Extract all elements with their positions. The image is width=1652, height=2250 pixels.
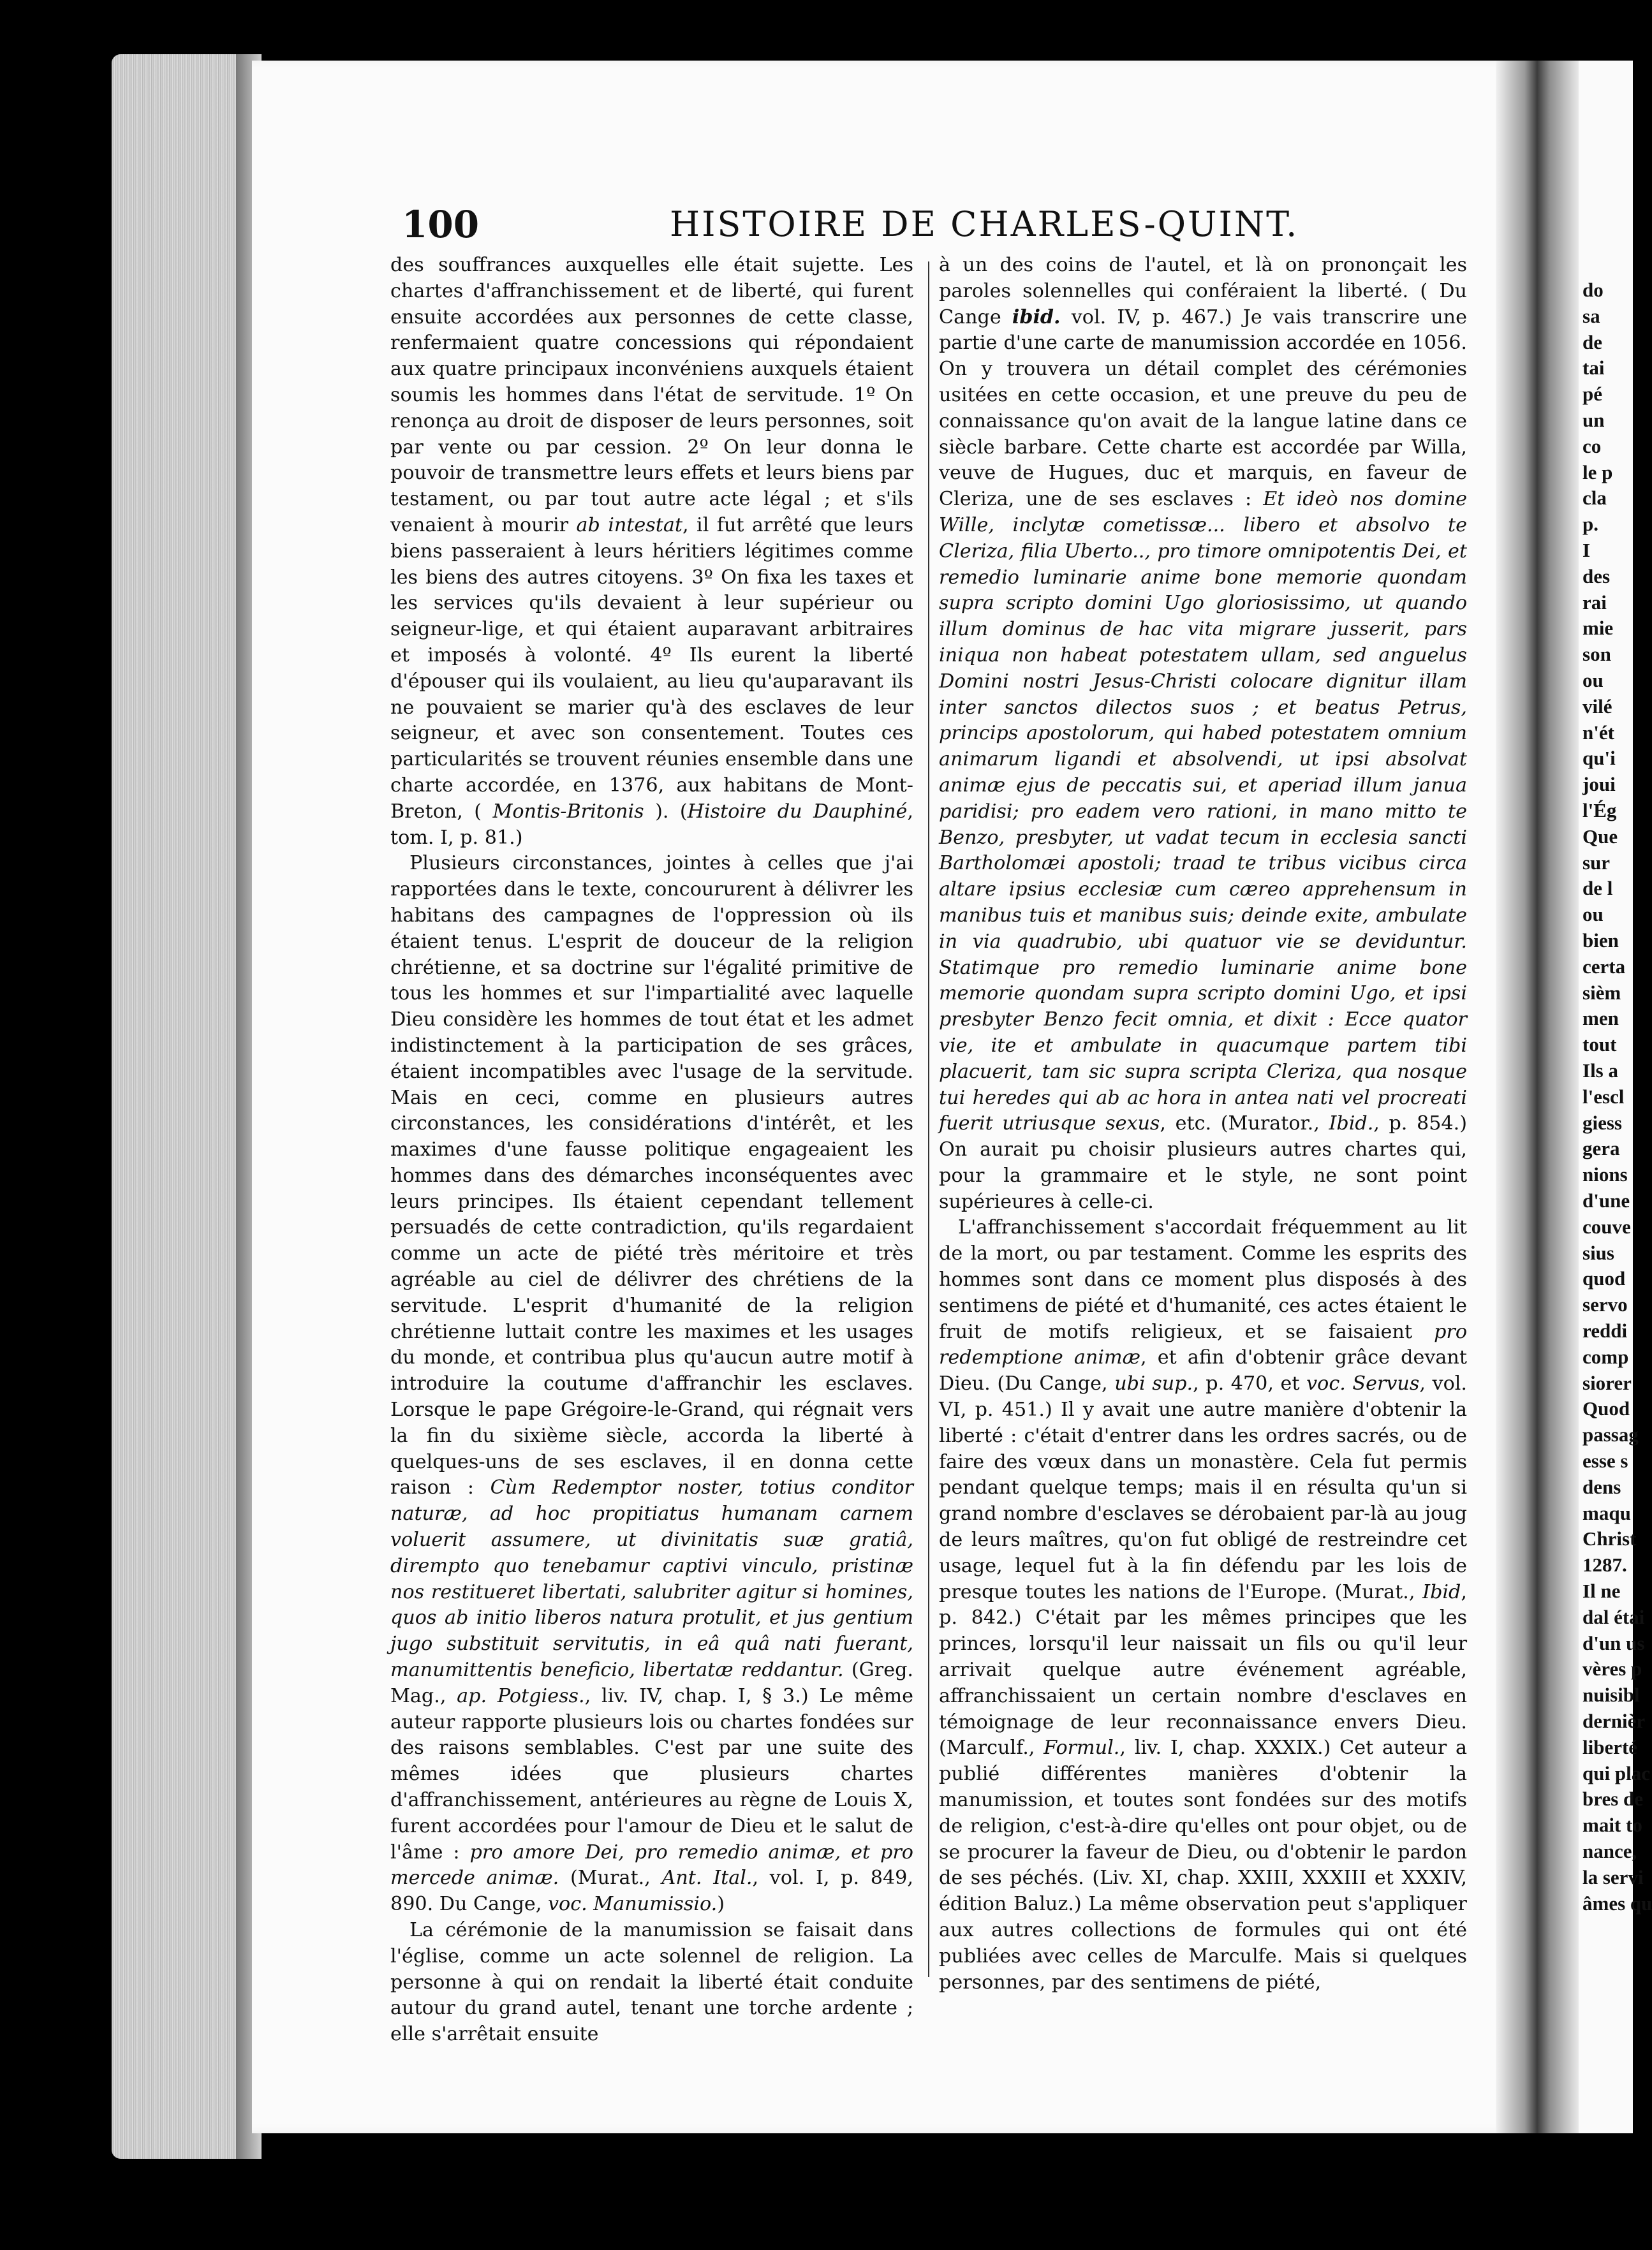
facing-page-line: bien [1582, 929, 1619, 952]
facing-page-line: nions [1582, 1163, 1628, 1186]
facing-page-line: co [1582, 434, 1602, 457]
facing-page-line: le p [1582, 460, 1613, 483]
facing-page-line: l'Ég [1582, 799, 1617, 821]
italic-run: pro redemptione animæ [939, 1320, 1467, 1369]
facing-page-line: tout [1582, 1033, 1617, 1056]
facing-page-line: tai [1582, 357, 1605, 379]
facing-page-line: gera [1582, 1137, 1620, 1160]
facing-page-line: couve [1582, 1215, 1631, 1238]
italic-run: ibid. [1012, 305, 1061, 328]
facing-page-line: rai [1582, 591, 1607, 614]
right-paragraph-1 [939, 253, 1467, 1215]
book-page-edges [112, 54, 249, 2159]
page-number: 100 [402, 203, 480, 246]
page-header [402, 203, 1299, 247]
italic-run: ab intestat [576, 513, 683, 536]
italic-run: Formul. [1044, 1737, 1120, 1760]
facing-page-line: vilé [1582, 695, 1612, 717]
right-column [939, 253, 1467, 1996]
facing-page-line: do [1582, 279, 1604, 301]
facing-page-line: dernièr [1582, 1710, 1646, 1732]
running-title: HISTOIRE DE CHARLES-QUINT. [670, 204, 1299, 244]
text-run: , p. 470, et [1193, 1372, 1307, 1395]
italic-run: Ibid [1422, 1580, 1461, 1603]
facing-page-line: de l [1582, 877, 1613, 900]
text-run: , il fut arrêté que leurs biens passeraient à leurs héritiers légitimes comme les biens des autres citoyens. 3º On fixa les taxes et les services qu'ils devaient à leur supérieur ou seigneur-lige, et qui étaient auparavant arbitraires et imposés à volonté. 4º Ils eurent la liberté d'épouser qui ils voulaient, au lieu qu'auparavant ils ne pouvaient se marier qu'à des esclaves de leur seigneur, et avec son consentement. Toutes ces particularités se trouvent réunies ensemble dans une charte accordée, en 1376, aux habitans de Mont-Breton, ( [390, 513, 913, 823]
facing-page-line: liberté [1582, 1735, 1638, 1758]
facing-page-line: sius [1582, 1241, 1614, 1264]
text-run: à un des coins de l'autel, et là on prononçait les paroles solennelles qui conféraient la liberté. ( Du Cange [939, 254, 1467, 328]
text-run: , liv. IV, chap. I, § 3.) Le même auteur rapporte plusieurs lois ou chartes fondées sur des raisons semblables. C'est par une suite des mêmes idées que plusieurs chartes d'affranchissement, antérieures au règne de Louis X, furent accordées pour l'amour de Dieu et le salut de l'âme : [390, 1684, 913, 1864]
facing-page-line: d'un us [1582, 1631, 1645, 1654]
facing-page-line: de [1582, 330, 1602, 353]
facing-page-line: certa [1582, 955, 1626, 978]
text-run: , vol. VI, p. 451.) Il y avait une autre manière d'obtenir la liberté : c'était d'entrer dans les ordres sacrés, ou de faire des vœux dans un monastère. Cela fut permis pendant quelque temps; mais il en résulta qu'un si grand nombre d'esclaves se dérobaient par-là au joug de leurs maîtres, qu'on fut obligé de restreindre cet usage, lequel fut à la fin défendu par les lois de presque toutes les nations de l'Europe. (Murat., [939, 1372, 1468, 1603]
facing-page-line: son [1582, 643, 1611, 666]
facing-page-line: passag [1582, 1423, 1639, 1446]
text-run: (Murat., [559, 1867, 662, 1890]
italic-run: Ant. Ital. [661, 1867, 753, 1890]
text-run: ) [717, 1893, 725, 1916]
text-run: (Greg. Mag., [390, 1659, 913, 1707]
facing-page-line: n'ét [1582, 721, 1614, 744]
facing-page-line: âmes qu [1582, 1892, 1652, 1915]
facing-page-line: servo [1582, 1293, 1628, 1316]
book-gutter [1496, 61, 1579, 2133]
italic-run: ap. Potgiess. [457, 1684, 585, 1707]
facing-page-line: mait to [1582, 1814, 1642, 1837]
text-run: L'affranchissement s'accordait fréquemment au lit de la mort, ou par testament. Comme les esprits des hommes sont dans ce moment plus disposés à des sentimens de piété et d'humanité, ces actes étaient le fruit de motifs religieux, et se faisaient [939, 1216, 1467, 1343]
facing-page-line: pé [1582, 383, 1602, 406]
italic-run: Et ideò nos domine Wille, inclytæ cometissæ... libero et absolvo te Cleriza, filia Uberto.., pro timore omnipotentis Dei, et remedio luminarie anime bone memorie quondam supra scripto domini Ugo gloriosissimo, ut quando illum dominus de hac vita migrare jusserit, pars iniqua non habeat potestatem ullam, sed anguelus Domini nostri Jesus-Christi colocare dignitur illam inter sanctos dilectos suos ; et beatus Petrus, princips apostolorum, qui habed potestatem omnium animarum ligandi et absolvendi, ut ipsi absolvat animæ ejus de peccatis sui, et aperiad illum janua paridisi; pro eadem vero rationi, in mano mitto te Benzo, presbyter, ut vadat tecum in ecclesia sancti Bartholomæi apostoli; traad te tribus vicibus circa altare ipsius ecclesiæ cum cæreo apprehensum in manibus tuis et manibus suis; deinde exite, ambulate in via quadrubio, ubi quatuor vie se deviduntur. Statimque pro remedio luminarie anime bone memorie quondam supra scripto domini Ugo, et ipsi presbyter Benzo fecit omnia, et dixit : Ecce quator vie, ite et ambulate in quacumque partem tibi placuerit, tam sic supra scripta Cleriza, qua nosque tui heredes qui ab ac hora in antea nati vel procreati fuerit utriusque sexus [939, 488, 1468, 1135]
facing-page-fragment [1579, 61, 1652, 2133]
facing-page-line: Ils a [1582, 1059, 1618, 1082]
facing-page-line: ou [1582, 903, 1604, 926]
facing-page-line: men [1582, 1007, 1619, 1030]
facing-page-line: cla [1582, 487, 1607, 510]
text-run: vol. IV, p. 467.) Je vais transcrire une partie d'une carte de manumission accordée en 1056. On y trouvera un détail complet des cérémonies usitées en cette occasion, et une preuve du peu de connaissance qu'on avait de la langue latine dans ce siècle barbare. Cette charte est accordée par Willa, veuve de Hugues, duc et marquis, en faveur de Cleriza, une de ses esclaves : [939, 305, 1467, 511]
facing-page-line: 1287. [1582, 1554, 1627, 1577]
right-paragraph-2 [939, 1215, 1467, 1996]
facing-page-line: siorer [1582, 1371, 1632, 1394]
italic-run: voc. Servus [1306, 1372, 1420, 1395]
facing-page-line: qu'i [1582, 747, 1616, 770]
text-run: , et afin d'obtenir grâce devant Dieu. (Du Cange, [939, 1346, 1467, 1395]
italic-run: Ibid. [1329, 1112, 1374, 1135]
facing-page-line: ou [1582, 669, 1604, 691]
left-column [390, 253, 913, 2048]
facing-page-line: sur [1582, 851, 1611, 874]
facing-page-line: giess [1582, 1111, 1622, 1134]
facing-page-line: dal étai [1582, 1605, 1645, 1628]
text-run: ). ( [644, 800, 688, 823]
italic-run: Montis-Britonis [492, 800, 644, 823]
italic-run: Cùm Redemptor noster, totius conditor naturæ, ad hoc propitiatus humanam carnem voluerit assumere, ut divinitatis suæ gratiâ, dirempto quo tenebamur captivi vinculo, pristinæ nos restitueret libertati, salubriter agitur si homines, quos ab initio liberos natura protulit, et jus gentium jugo substituit servitutis, in eâ quâ nati fuerant, manumittentis beneficio, libertatæ reddantur. [390, 1476, 913, 1682]
facing-page-line: joui [1582, 773, 1616, 796]
facing-page-line: maqu [1582, 1501, 1631, 1524]
facing-page-line: mie [1582, 617, 1614, 640]
facing-page-line: comp [1582, 1345, 1629, 1368]
facing-page-line: un [1582, 409, 1605, 431]
text-run: , p. 842.) C'était par les mêmes principes que les princes, lorsqu'il leur naissait un fils ou qu'il leur arrivait quelque autre événement agréable, affranchissaient un certain nombre d'esclaves en témoignage de leur reconnaissance envers Dieu. (Marculf., [939, 1580, 1467, 1760]
facing-page-line: Quod [1582, 1397, 1630, 1420]
facing-page-line: p. [1582, 513, 1598, 536]
facing-page-line: I [1582, 539, 1591, 561]
facing-page-line: quod [1582, 1267, 1626, 1290]
facing-page-line: vères p [1582, 1658, 1642, 1680]
text-run: , vol. I, p. 849, 890. Du Cange, [390, 1867, 913, 1916]
facing-page-line: la servi [1582, 1865, 1644, 1888]
text-run: , etc. (Murator., [1160, 1112, 1329, 1135]
facing-page-line: sa [1582, 304, 1600, 327]
facing-page-line: dens [1582, 1475, 1621, 1498]
left-paragraph-2 [390, 851, 913, 1918]
italic-run: pro amore Dei, pro remedio animæ, et pro mercede animæ. [390, 1841, 913, 1890]
facing-page-line: nuisibl [1582, 1684, 1640, 1707]
facing-page-line: bres de [1582, 1788, 1644, 1811]
italic-run: ubi sup. [1114, 1372, 1193, 1395]
facing-page-line: qui plac [1582, 1761, 1650, 1784]
italic-run: voc. Manumissio. [547, 1893, 718, 1916]
facing-page-line: Que [1582, 825, 1618, 848]
text-run: Plusieurs circonstances, jointes à celles que j'ai rapportées dans le texte, concoururent à délivrer les habitans des campagnes de l'oppression où ils étaient tenus. L'esprit de douceur de la religion chrétienne, et sa doctrine sur l'égalité primitive de tous les hommes et sur l'impartialité avec laquelle Dieu considère les hommes de tout état et les admet indistinctement à la participation de ses grâces, étaient incompatibles avec l'usage de la servitude. Mais en ceci, comme en plusieurs autres circonstances, les considérations d'intérêt, et les maximes d'une fausse politique engageaient les hommes dans des démarches inconséquentes avec leurs principes. Ils étaient cependant tellement persuadés de cette contradiction, qu'ils regardaient comme un acte de piété très méritoire et très agréable au ciel de délivrer des chrétiens de la servitude. L'esprit d'humanité de la religion chrétienne luttait contre les maximes et les usages du monde, et contribua plus qu'aucun autre motif à introduire la coutume d'affranchir les esclaves. Lorsque le pape Grégoire-le-Grand, qui régnait vers la fin du sixième siècle, accorda la liberté à quelques-uns de ses esclaves, il en donna cette raison : [390, 852, 913, 1499]
facing-page-line: sièm [1582, 981, 1621, 1004]
italic-run: Histoire du Dauphiné [687, 800, 908, 823]
facing-page-line: d'une [1582, 1189, 1630, 1212]
left-paragraph-3 [390, 1918, 913, 2048]
text-run: La cérémonie de la manumission se faisait dans l'église, comme un acte solennel de religion. La personne à qui on rendait la liberté était conduite autour du grand autel, tenant une torche ardente ; elle s'arrêtait ensuite [390, 1919, 913, 2046]
facing-page-line: reddi [1582, 1320, 1628, 1342]
facing-page-line: l'escl [1582, 1085, 1625, 1108]
left-paragraph-1 [390, 253, 913, 851]
facing-page-line: des [1582, 564, 1611, 587]
facing-page-line: nance, [1582, 1840, 1637, 1862]
text-run: des souffrances auxquelles elle était sujette. Les chartes d'affranchissement et de liberté, qui furent ensuite accordées aux personnes de cette classe, renfermaient quatre concessions qui répondaient aux quatre principaux inconvéniens auxquels étaient soumis les hommes dans l'état de servitude. 1º On renonça au droit de disposer de leurs personnes, soit par vente ou par cession. 2º On leur donna le pouvoir de transmettre leurs effets et leurs biens par testament, ou par tout autre acte légal ; et s'ils venaient à mourir [390, 254, 913, 536]
text-run: , liv. I, chap. XXXIX.) Cet auteur a publié différentes manières d'obtenir la manumission, et toutes sont fondées sur des motifs de religion, c'est-à-dire qu'elles ont pour objet, ou de se procurer la faveur de Dieu, ou d'obtenir le pardon de ses péchés. (Liv. XI, chap. XXIII, XXXIII et XXXIV, édition Baluz.) La même observation peut s'appliquer aux autres collections de formules qui ont été publiées avec celles de Marculfe. Mais si quelques personnes, par des sentimens de piété, [939, 1737, 1467, 1994]
facing-page-line: esse s [1582, 1450, 1628, 1472]
facing-page-line: Christ [1582, 1527, 1637, 1550]
column-divider [928, 261, 929, 1977]
text-run: , tom. I, p. 81.) [390, 800, 913, 849]
text-run: , p. 854.) On aurait pu choisir plusieurs autres chartes qui, pour la grammaire et le style, ne sont point supérieures à celle-ci. [939, 1112, 1467, 1213]
facing-page-line: Il ne [1582, 1580, 1621, 1602]
